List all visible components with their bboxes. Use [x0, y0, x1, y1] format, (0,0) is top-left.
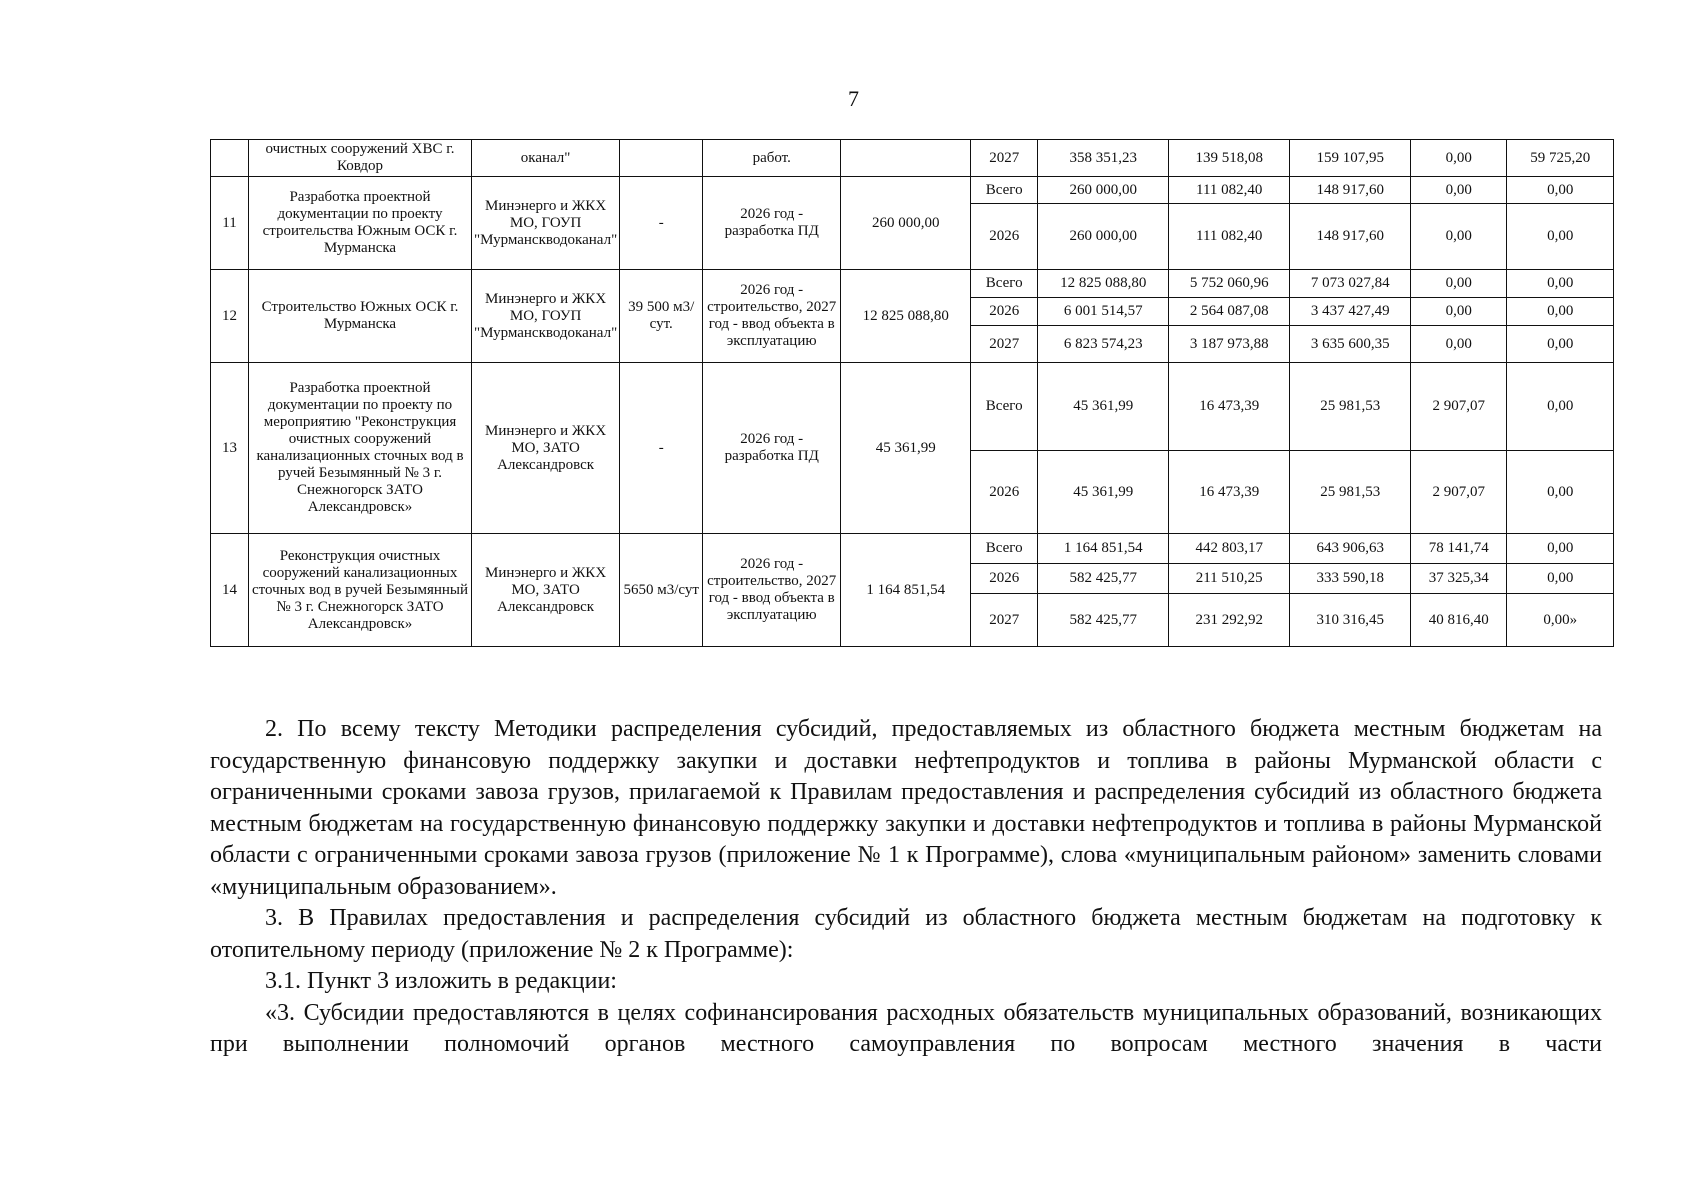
body-text	[210, 714, 1602, 1061]
cell-total: 12 825 088,80	[841, 270, 971, 363]
cell-value: 45 361,99	[1038, 451, 1169, 534]
cell-value: 25 981,53	[1290, 451, 1411, 534]
cell-value: 2 907,07	[1411, 451, 1507, 534]
cell-name: Реконструкция очистных сооружений канализационных сточных вод в ручей Безымянный № 3 г. Снежногорск ЗАТО Александровск»	[249, 534, 472, 647]
cell-value: 2 907,07	[1411, 363, 1507, 451]
table-row	[211, 363, 1614, 451]
cell-value: 231 292,92	[1169, 594, 1290, 647]
cell-value: 3 187 973,88	[1169, 326, 1290, 363]
cell-value: 0,00»	[1507, 594, 1614, 647]
cell-total: 45 361,99	[841, 363, 971, 534]
cell-value: 260 000,00	[1038, 204, 1169, 270]
cell-value: 37 325,34	[1411, 564, 1507, 594]
cell-period: 2026 год - строительство, 2027 год - ввод объекта в эксплуатацию	[703, 270, 841, 363]
cell-year: 2026	[971, 204, 1038, 270]
paragraph-2: 2. По всему тексту Методики распределения субсидий, предоставляемых из областного бюджета местным бюджетам на государственную финансовую поддержку закупки и доставки нефтепродуктов и топлива в районы Мурманской области с ограниченными сроками завоза грузов, прилагаемой к Правилам предоставления и распределения субсидий из областного бюджета местным бюджетам на государственную финансовую поддержку закупки и доставки нефтепродуктов и топлива в районы Мурманской области с ограниченными сроками завоза грузов (приложение № 1 к Программе), слова «муниципальным районом» заменить словами «муниципальным образованием».	[210, 716, 1602, 900]
cell-value: 6 823 574,23	[1038, 326, 1169, 363]
cell-value: 7 073 027,84	[1290, 270, 1411, 298]
cell-executor: оканал"	[472, 140, 620, 177]
cell-value: 0,00	[1411, 270, 1507, 298]
cell-value: 148 917,60	[1290, 177, 1411, 204]
cell-value: 0,00	[1411, 326, 1507, 363]
table-row	[211, 534, 1614, 564]
cell-value: 12 825 088,80	[1038, 270, 1169, 298]
cell-capacity: -	[620, 177, 703, 270]
cell-year: 2027	[971, 140, 1038, 177]
cell-value: 0,00	[1507, 298, 1614, 326]
cell-value: 582 425,77	[1038, 594, 1169, 647]
cell-value: 260 000,00	[1038, 177, 1169, 204]
cell-value: 25 981,53	[1290, 363, 1411, 451]
table-body	[211, 140, 1614, 647]
cell-name: очистных сооружений ХВС г. Ковдор	[249, 140, 472, 177]
cell-value: 0,00	[1507, 534, 1614, 564]
cell-value: 0,00	[1507, 326, 1614, 363]
cell-year: Всего	[971, 270, 1038, 298]
cell-year: Всего	[971, 534, 1038, 564]
cell-value: 6 001 514,57	[1038, 298, 1169, 326]
cell-year: 2027	[971, 326, 1038, 363]
cell-total: 260 000,00	[841, 177, 971, 270]
cell-value: 1 164 851,54	[1038, 534, 1169, 564]
cell-value: 16 473,39	[1169, 451, 1290, 534]
cell-executor: Минэнерго и ЖКХ МО, ЗАТО Александровск	[472, 534, 620, 647]
table-row	[211, 140, 1614, 177]
cell-value: 0,00	[1411, 140, 1507, 177]
cell-value: 0,00	[1507, 451, 1614, 534]
cell-value: 59 725,20	[1507, 140, 1614, 177]
cell-period: 2026 год - разработка ПД	[703, 363, 841, 534]
cell-number: 14	[211, 534, 249, 647]
cell-value: 159 107,95	[1290, 140, 1411, 177]
cell-value: 358 351,23	[1038, 140, 1169, 177]
cell-year: Всего	[971, 363, 1038, 451]
cell-capacity	[620, 140, 703, 177]
program-table	[210, 139, 1614, 647]
paragraph-3-1: 3.1. Пункт 3 изложить в редакции:	[265, 968, 617, 994]
cell-value: 5 752 060,96	[1169, 270, 1290, 298]
cell-executor: Минэнерго и ЖКХ МО, ГОУП "Мурманскводоканал"	[472, 177, 620, 270]
cell-period: 2026 год - строительство, 2027 год - ввод объекта в эксплуатацию	[703, 534, 841, 647]
cell-value: 40 816,40	[1411, 594, 1507, 647]
cell-total: 1 164 851,54	[841, 534, 971, 647]
table-row	[211, 270, 1614, 298]
paragraph-3: 3. В Правилах предоставления и распределения субсидий из областного бюджета местным бюджетам на подготовку к отопительному периоду (приложение № 2 к Программе):	[210, 905, 1602, 963]
cell-value: 16 473,39	[1169, 363, 1290, 451]
page-number: 7	[848, 86, 859, 111]
cell-name: Строительство Южных ОСК г. Мурманска	[249, 270, 472, 363]
cell-value: 0,00	[1411, 298, 1507, 326]
cell-capacity: 39 500 м3/сут.	[620, 270, 703, 363]
cell-total	[841, 140, 971, 177]
cell-number	[211, 140, 249, 177]
cell-name: Разработка проектной документации по проекту строительства Южным ОСК г. Мурманска	[249, 177, 472, 270]
cell-period: работ.	[703, 140, 841, 177]
cell-executor: Минэнерго и ЖКХ МО, ГОУП "Мурманскводоканал"	[472, 270, 620, 363]
cell-value: 111 082,40	[1169, 204, 1290, 270]
cell-number: 11	[211, 177, 249, 270]
cell-value: 211 510,25	[1169, 564, 1290, 594]
cell-value: 643 906,63	[1290, 534, 1411, 564]
cell-value: 333 590,18	[1290, 564, 1411, 594]
cell-period: 2026 год - разработка ПД	[703, 177, 841, 270]
cell-value: 3 635 600,35	[1290, 326, 1411, 363]
cell-value: 0,00	[1411, 177, 1507, 204]
cell-year: 2026	[971, 564, 1038, 594]
cell-value: 111 082,40	[1169, 177, 1290, 204]
cell-executor: Минэнерго и ЖКХ МО, ЗАТО Александровск	[472, 363, 620, 534]
cell-value: 148 917,60	[1290, 204, 1411, 270]
cell-value: 0,00	[1411, 204, 1507, 270]
cell-value: 310 316,45	[1290, 594, 1411, 647]
cell-value: 0,00	[1507, 270, 1614, 298]
cell-year: Всего	[971, 177, 1038, 204]
cell-value: 442 803,17	[1169, 534, 1290, 564]
cell-value: 78 141,74	[1411, 534, 1507, 564]
cell-value: 2 564 087,08	[1169, 298, 1290, 326]
cell-value: 139 518,08	[1169, 140, 1290, 177]
cell-value: 3 437 427,49	[1290, 298, 1411, 326]
cell-value: 582 425,77	[1038, 564, 1169, 594]
cell-value: 0,00	[1507, 177, 1614, 204]
cell-year: 2026	[971, 298, 1038, 326]
paragraph-quote-3: «3. Субсидии предоставляются в целях софинансирования расходных обязательств муниципальных образований, возникающих при выполнении полномочий органов местного самоуправления по вопросам местного значения в части	[210, 999, 1602, 1057]
cell-capacity: 5650 м3/сут	[620, 534, 703, 647]
cell-year: 2027	[971, 594, 1038, 647]
table-row	[211, 177, 1614, 204]
cell-number: 13	[211, 363, 249, 534]
cell-capacity: -	[620, 363, 703, 534]
cell-value: 0,00	[1507, 204, 1614, 270]
cell-value: 0,00	[1507, 363, 1614, 451]
cell-year: 2026	[971, 451, 1038, 534]
cell-value: 45 361,99	[1038, 363, 1169, 451]
cell-value: 0,00	[1507, 564, 1614, 594]
cell-name: Разработка проектной документации по проекту по мероприятию "Реконструкция очистных сооружений канализационных сточных вод в ручей Безымянный № 3 г. Снежногорск ЗАТО Александровск»	[249, 363, 472, 534]
cell-number: 12	[211, 270, 249, 363]
